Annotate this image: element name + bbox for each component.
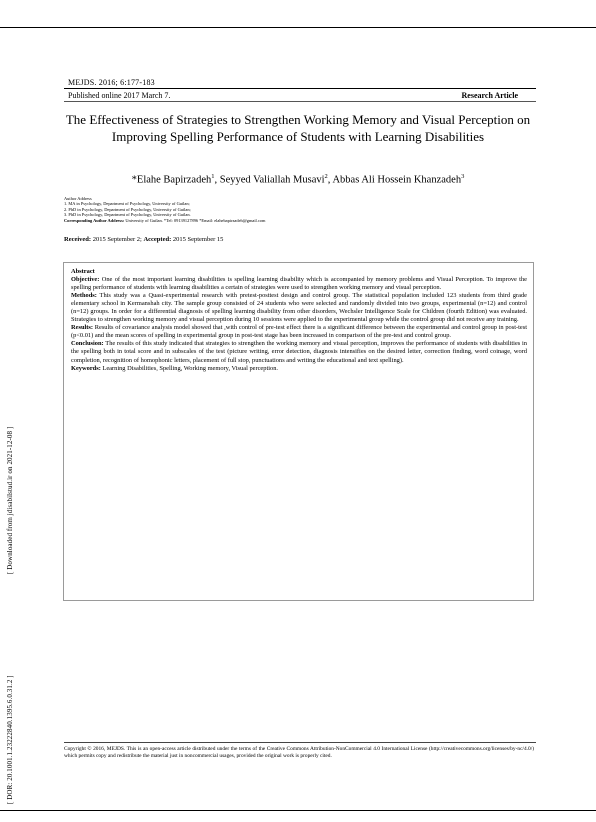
objective-text: One of the most important learning disabilities is spelling learning disability which is accompanied by memory problems and Visual Perception. To improve the spelling performance of students with learning disabilities a certain of strategies were used to strengthen working memory and visual perception. [71, 276, 527, 292]
accepted-date: 2015 September 15 [171, 236, 224, 243]
abstract-results [71, 324, 527, 340]
author-affiliation-mark: 1 [211, 173, 215, 180]
corresponding-details: University of Guilan. *Tel: 09139127896 *Email: elahebapirzadeh@gmail.com [124, 217, 266, 223]
abstract-objective [71, 276, 527, 292]
abstract-content [71, 268, 527, 373]
received-label: Received: [64, 236, 92, 243]
published-date: Published online 2017 March 7. [68, 91, 171, 100]
corresponding-label: Corresponding Author Address: [64, 217, 125, 223]
results-text: Results of covariance analysis model showed that ,with control of pre-test effect there is a significant difference between the experimental and control group in post-test (p<0.01) and the mean scores of spelling in experimental group in post-test stage has been increased in comparison of the pre-test and control group. [71, 324, 527, 340]
author-name: *Elahe Bapirzadeh [131, 174, 212, 186]
top-page-rule [0, 27, 596, 28]
author-affiliation-mark: 3 [461, 173, 465, 180]
author-affiliation-mark: 2 [324, 173, 328, 180]
abstract-box [63, 262, 534, 601]
author-list [62, 173, 534, 186]
results-label: Results: [71, 324, 94, 332]
affiliations-heading: Author Address [64, 196, 92, 201]
affiliation-line: 3. PhD in Psychology, Department of Psychology, University of Guilan. [64, 212, 191, 218]
header-rule [64, 88, 536, 89]
accepted-label: Accepted: [143, 236, 172, 243]
conclusion-label: Conclusion: [71, 340, 104, 348]
received-date: 2015 September 2; [91, 236, 144, 243]
submission-dates [64, 236, 223, 243]
doi-watermark-link[interactable]: [ DOR: 20.1001.1.23222840.1395.6.0.31.2 ] [6, 675, 14, 804]
affiliation-line: 2. PhD in Psychology, Department of Psychology, University of Guilan; [64, 206, 191, 212]
footer-rule [64, 742, 536, 743]
author-name: Seyyed Valiallah Musavi [219, 174, 325, 186]
article-type-label: Research Article [461, 91, 518, 100]
abstract-keywords [71, 365, 527, 373]
author-affiliations [64, 196, 464, 223]
download-watermark-link[interactable]: [ Downloaded from jdisabilstud.ir on 2021-12-08 ] [6, 426, 14, 574]
abstract-conclusion [71, 340, 527, 364]
methods-label: Methods: [71, 292, 97, 300]
author-separator: , [214, 174, 220, 186]
author-name: Abbas Ali Hossein Khanzadeh [332, 174, 462, 186]
copyright-notice: Copyright © 2016, MEJDS. This is an open-access article distributed under the terms of the Creative Commons Attribution-NonCommercial 4.0 International License (http://creativecommons.org/licenses/by-nc/4.0/) which permits copy and redistribute the material just in noncommercial usages, provided the original work is properly cited. [64, 746, 534, 759]
abstract-heading: Abstract [71, 268, 95, 275]
header-bottom-rule [64, 101, 536, 102]
abstract-methods [71, 292, 527, 324]
author-separator: , [327, 174, 333, 186]
keywords-label: Keywords: [71, 364, 101, 372]
affiliation-line: 1. MA in Psychology, Department of Psychology, University of Guilan; [64, 201, 190, 207]
bottom-page-rule [0, 810, 596, 811]
methods-text: This study was a Quasi-experimental research with pretest-posttest design and control group. The statistical population included 123 students from third grade elementary school in Kermanshah city. The sample group consisted of 24 students who were selected and randomly divided into two groups, experimental (n=12) and control (n=12) groups. In order for a differential diagnosis of spelling learning disability from other disorders, Wechsler Intelligence Scale for Children (fourth Edition) was evaluated. Strategies to strengthen working memory and visual perception during 10 sessions were applied to the experimental group while the control group did not receive any training. [71, 292, 527, 324]
journal-citation: MEJDS. 2016; 6:177-183 [68, 78, 155, 87]
paper-title: The Effectiveness of Strategies to Strengthen Working Memory and Visual Perception on Improving Spelling Performance of Students with Learning Disabilities [65, 112, 531, 144]
conclusion-text: The results of this study indicated that strategies to strengthen the working memory and visual perception, improves the performance of students with disabilities in the spelling both in total score and in subscales of the test (picture writing, error detection, diagnosis intensifies on the desired letter, correction finding, word coinage, word completion, recognition of homophonic letters, placement of full stop, punctuations and writing the educational and text spelling). [71, 340, 527, 364]
objective-label: Objective: [71, 276, 100, 284]
keywords-text: Learning Disabilities, Spelling, Working memory, Visual perception. [100, 364, 279, 372]
corresponding-author [64, 218, 464, 223]
